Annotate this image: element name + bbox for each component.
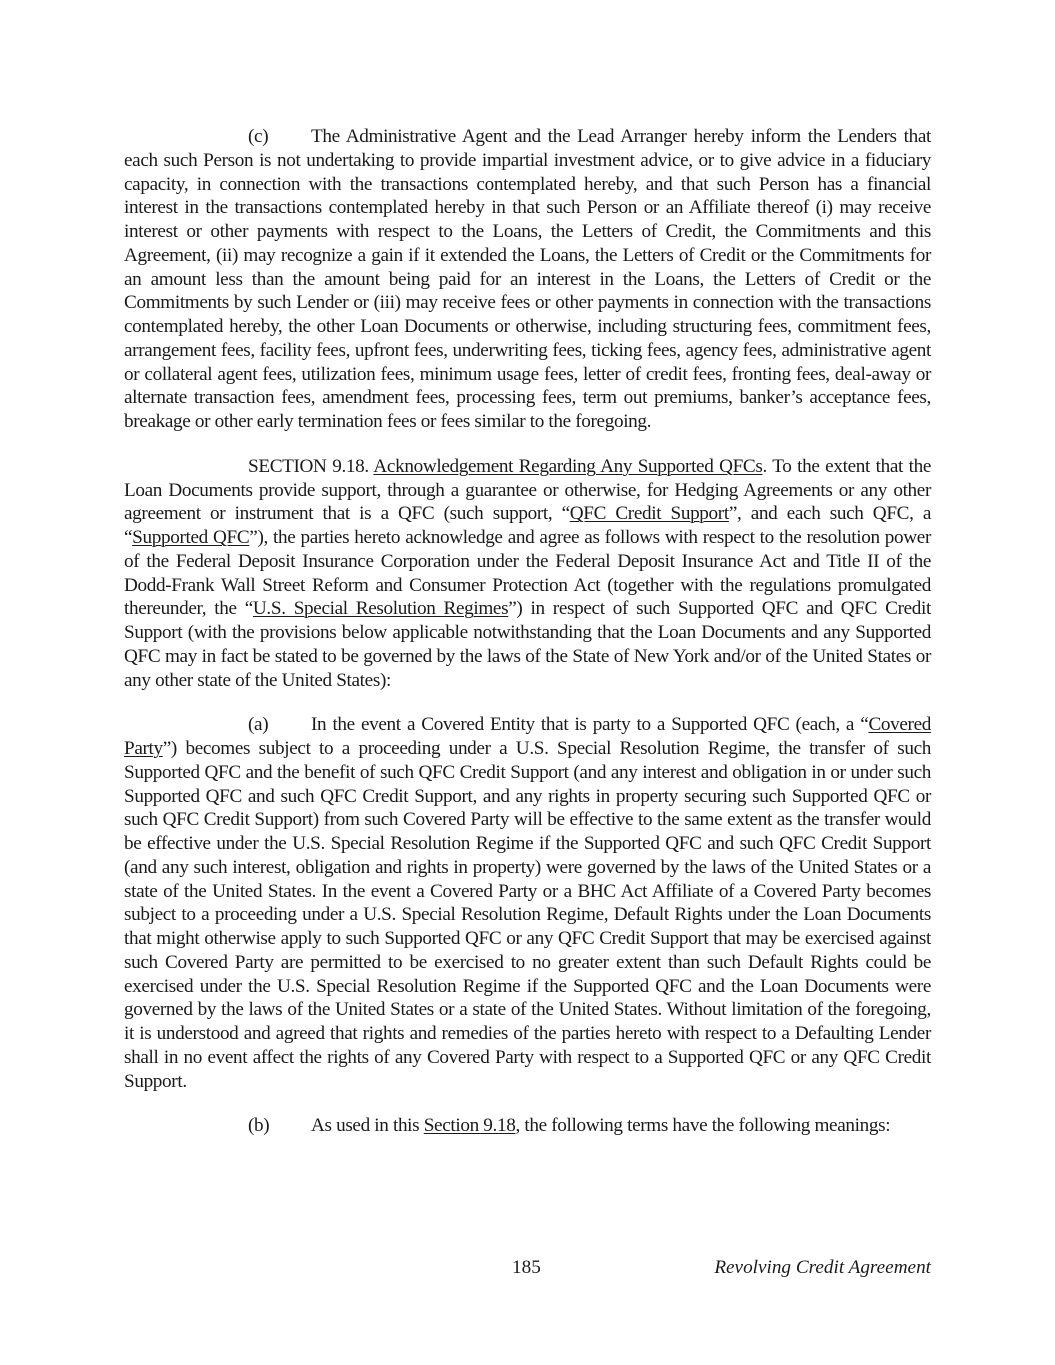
paragraph-a — [124, 713, 931, 1093]
section-reference: Section 9.18 — [423, 1115, 516, 1137]
page-number: 185 — [512, 1257, 541, 1278]
footer-document-title: Revolving Credit Agreement — [714, 1257, 931, 1278]
clause-label: (c) — [248, 126, 269, 147]
section-text: . To the extent that the Loan Documents provide support, through a guarantee or otherwise, for Hedging Agreements or any other agreement or instrument that is a QFC (such support, “ — [124, 455, 932, 525]
paragraph-c — [124, 125, 931, 434]
defined-term-us-special-resolution-regimes: U.S. Special Resolution Regimes — [252, 598, 509, 620]
paragraph-text: , the following terms have the following meanings: — [515, 1115, 891, 1137]
paragraph-text: ”) becomes subject to a proceeding under a U.S. Special Resolution Regime, the transfer of such Supported QFC and the benefit of such QFC Credit Support (and any interest and obligation in or under such Supported QFC and such QFC Credit Support, and any rights in property securing such Supported QFC or such QFC Credit Support) from such Covered Party will be effective to the same extent as the transfer would be effective under the U.S. Special Resolution Regime if the Supported QFC and such QFC Credit Support (and any such interest, obligation and rights in property) were governed by the laws of the United States or a state of the United States. In the event a Covered Party or a BHC Act Affiliate of a Covered Party becomes subject to a proceeding under a U.S. Special Resolution Regime, Default Rights under the Loan Documents that might otherwise apply to such Supported QFC or any QFC Credit Support that may be exercised against such Covered Party are permitted to be exercised to no greater extent than such Default Rights could be exercised under the U.S. Special Resolution Regime if the Supported QFC and the Loan Documents were governed by the laws of the United States or a state of the United States. Without limitation of the foregoing, it is understood and agreed that rights and remedies of the parties hereto with respect to a Defaulting Lender shall in no event affect the rights of any Covered Party with respect to a Supported QFC or any QFC Credit Support. — [124, 738, 931, 1092]
section-9-18 — [124, 455, 931, 693]
section-text: ”), the parties hereto acknowledge and agree as follows with respect to the resolution power of the Federal Deposit Insurance Corporation under the Federal Deposit Insurance Act and Title II of the Dodd-Frank Wall Street Reform and Consumer Protection Act (together with the regulations promulgated thereunder, the “ — [124, 527, 931, 620]
section-text: ”, and each such QFC, a “ — [124, 503, 931, 548]
document-page — [124, 125, 931, 1138]
section-text: ”) in respect of such Supported QFC and QFC Credit Support (with the provisions below applicable notwithstanding that the Loan Documents and any Supported QFC may in fact be stated to be governed by the laws of the State of New York and/or of the United States or any other state of the United States): — [124, 598, 932, 691]
paragraph-text: As used in this — [311, 1115, 424, 1137]
paragraph-text: The Administrative Agent and the Lead Arranger hereby inform the Lenders that each such Person is not undertaking to provide impartial investment advice, or to give advice in a fiduciary capacity, in connection with the transactions contemplated hereby, and that such Person has a financial interest in the transactions contemplated hereby in that such Person or an Affiliate thereof (i) may receive interest or other payments with respect to the Loans, the Letters of Credit, the Commitments and this Agreement, (ii) may recognize a gain if it extended the Loans, the Letters of Credit or the Commitments for an amount less than the amount being paid for an interest in the Loans, the Letters of Credit or the Commitments by such Lender or (iii) may receive fees or other payments in connection with the transactions contemplated hereby, the other Loan Documents or otherwise, including structuring fees, commitment fees, arrangement fees, facility fees, upfront fees, underwriting fees, ticking fees, agency fees, administrative agent or collateral agent fees, utilization fees, minimum usage fees, letter of credit fees, fronting fees, deal-away or alternate transaction fees, amendment fees, processing fees, term out premiums, banker’s acceptance fees, breakage or other early termination fees or fees similar to the foregoing. — [124, 126, 931, 432]
section-number: SECTION 9.18. — [248, 455, 369, 477]
defined-term-supported-qfc: Supported QFC — [132, 527, 250, 548]
paragraph-text: In the event a Covered Entity that is party to a Supported QFC (each, a “ — [311, 714, 869, 736]
clause-label: (a) — [248, 714, 269, 736]
defined-term-covered-party: Covered Party — [124, 714, 931, 759]
defined-term-qfc-credit-support: QFC Credit Support — [569, 503, 729, 525]
clause-label: (b) — [248, 1115, 270, 1137]
section-title: Acknowledgement Regarding Any Supported QFCs — [373, 455, 763, 477]
paragraph-b — [124, 1114, 931, 1138]
